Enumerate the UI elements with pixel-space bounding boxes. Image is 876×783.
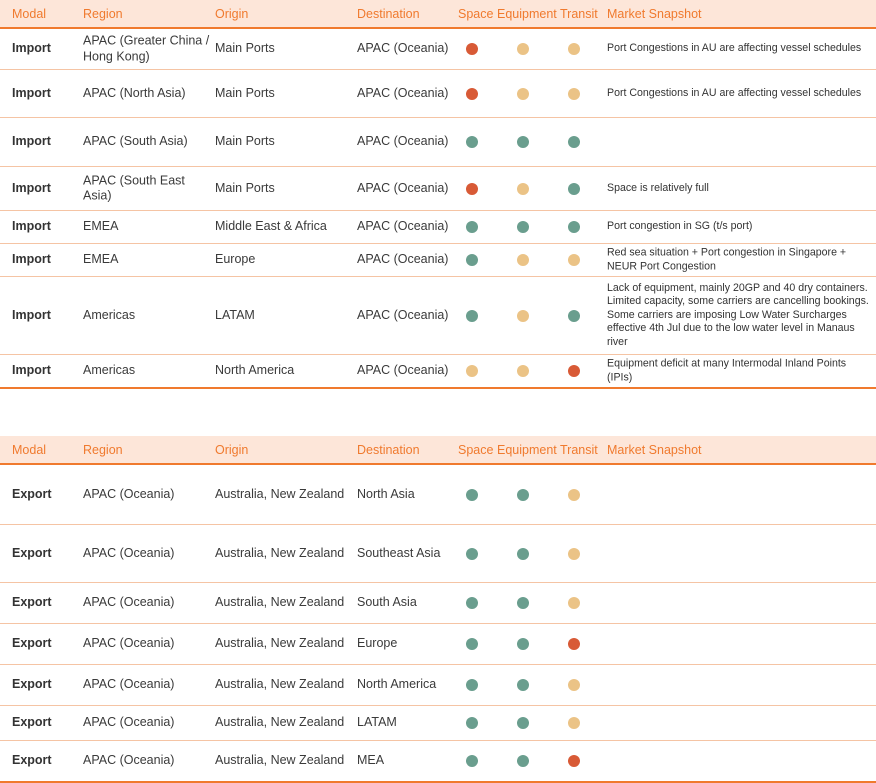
- header-transit: Transit: [560, 7, 598, 21]
- equipment-status-dot: [517, 679, 529, 691]
- region-cell: APAC (South Asia): [83, 134, 188, 149]
- modal-cell: Import: [12, 180, 51, 195]
- modal-cell: Export: [12, 636, 52, 651]
- equipment-status-dot: [517, 365, 529, 377]
- origin-cell: Australia, New Zealand: [215, 715, 345, 730]
- destination-cell: North America: [357, 677, 437, 692]
- origin-cell: North America: [215, 363, 295, 378]
- region-cell: APAC (Greater China / Hong Kong): [83, 33, 210, 63]
- region-cell: APAC (Oceania): [83, 636, 175, 651]
- transit-status-dot: [568, 755, 580, 767]
- origin-cell: Middle East & Africa: [215, 219, 327, 234]
- header-modal: Modal: [12, 7, 47, 21]
- header-space: Space: [458, 7, 494, 21]
- region-cell: APAC (Oceania): [83, 486, 175, 501]
- equipment-status-dot: [517, 548, 529, 560]
- space-status-dot: [466, 755, 478, 767]
- header-origin: Origin: [215, 443, 249, 457]
- space-status-dot: [466, 638, 478, 650]
- region-cell: APAC (South East Asia): [83, 172, 185, 203]
- transit-status-dot: [568, 43, 580, 55]
- modal-cell: Import: [12, 219, 51, 234]
- destination-cell: MEA: [357, 753, 385, 768]
- table-row: [0, 167, 876, 211]
- destination-cell: Southeast Asia: [357, 545, 441, 560]
- equipment-status-dot: [517, 183, 529, 195]
- space-status-dot: [466, 254, 478, 266]
- origin-cell: Main Ports: [215, 41, 275, 56]
- space-status-dot: [466, 489, 478, 501]
- space-status-dot: [466, 597, 478, 609]
- transit-status-dot: [568, 254, 580, 266]
- table-row: [0, 244, 876, 277]
- export-table-header: [0, 436, 876, 465]
- transit-status-dot: [568, 638, 580, 650]
- transit-status-dot: [568, 365, 580, 377]
- region-cell: APAC (North Asia): [83, 85, 186, 100]
- table-row: [0, 211, 876, 244]
- header-snapshot: Market Snapshot: [607, 443, 702, 457]
- modal-cell: Import: [12, 134, 51, 149]
- space-status-dot: [466, 221, 478, 233]
- transit-status-dot: [568, 88, 580, 100]
- equipment-status-dot: [517, 221, 529, 233]
- origin-cell: Australia, New Zealand: [215, 753, 345, 768]
- space-status-dot: [466, 679, 478, 691]
- market-snapshot-cell: Port Congestions in AU are affecting vessel schedules: [607, 42, 862, 55]
- equipment-status-dot: [517, 254, 529, 266]
- table-row: [0, 355, 876, 389]
- equipment-status-dot: [517, 310, 529, 322]
- region-cell: EMEA: [83, 252, 119, 267]
- region-cell: Americas: [83, 363, 136, 378]
- origin-cell: Australia, New Zealand: [215, 677, 345, 692]
- destination-cell: APAC (Oceania): [357, 252, 449, 267]
- space-status-dot: [466, 365, 478, 377]
- origin-cell: Australia, New Zealand: [215, 636, 345, 651]
- equipment-status-dot: [517, 43, 529, 55]
- market-snapshot-cell: Port congestion in SG (t/s port): [607, 220, 753, 233]
- space-status-dot: [466, 183, 478, 195]
- origin-cell: Australia, New Zealand: [215, 545, 345, 560]
- table-row: [0, 706, 876, 741]
- market-snapshot-cell: Equipment deficit at many Intermodal Inland Points (IPIs): [607, 357, 847, 383]
- region-cell: APAC (Oceania): [83, 595, 175, 610]
- region-cell: APAC (Oceania): [83, 677, 175, 692]
- transit-status-dot: [568, 136, 580, 148]
- equipment-status-dot: [517, 489, 529, 501]
- modal-cell: Import: [12, 252, 51, 267]
- table-row: [0, 277, 876, 355]
- modal-cell: Import: [12, 363, 51, 378]
- market-snapshot-cell: Space is relatively full: [607, 181, 709, 194]
- origin-cell: Australia, New Zealand: [215, 595, 345, 610]
- destination-cell: APAC (Oceania): [357, 307, 449, 322]
- origin-cell: Main Ports: [215, 134, 275, 149]
- modal-cell: Import: [12, 307, 51, 322]
- destination-cell: Europe: [357, 636, 398, 651]
- destination-cell: APAC (Oceania): [357, 85, 449, 100]
- destination-cell: APAC (Oceania): [357, 134, 449, 149]
- origin-cell: Europe: [215, 252, 256, 267]
- transit-status-dot: [568, 679, 580, 691]
- header-region: Region: [83, 443, 123, 457]
- region-cell: EMEA: [83, 219, 119, 234]
- header-region: Region: [83, 7, 123, 21]
- import-table-header: [0, 0, 876, 29]
- table-row: [0, 583, 876, 624]
- table-row: [0, 29, 876, 70]
- market-snapshot-cell: Red sea situation + Port congestion in Singapore + NEUR Port Congestion: [607, 246, 847, 272]
- equipment-status-dot: [517, 597, 529, 609]
- origin-cell: Main Ports: [215, 85, 275, 100]
- market-snapshot-cell: Port Congestions in AU are affecting vessel schedules: [607, 86, 862, 99]
- table-row: [0, 118, 876, 167]
- modal-cell: Export: [12, 677, 52, 692]
- export-table: [0, 436, 876, 783]
- region-cell: Americas: [83, 307, 136, 322]
- header-destination: Destination: [357, 7, 420, 21]
- header-equipment: Equipment: [497, 443, 557, 457]
- destination-cell: APAC (Oceania): [357, 219, 449, 234]
- modal-cell: Export: [12, 753, 52, 768]
- transit-status-dot: [568, 310, 580, 322]
- transit-status-dot: [568, 489, 580, 501]
- equipment-status-dot: [517, 88, 529, 100]
- table-row: [0, 665, 876, 706]
- header-modal: Modal: [12, 443, 47, 457]
- header-transit: Transit: [560, 443, 598, 457]
- region-cell: APAC (Oceania): [83, 715, 175, 730]
- equipment-status-dot: [517, 755, 529, 767]
- modal-cell: Import: [12, 41, 51, 56]
- space-status-dot: [466, 88, 478, 100]
- destination-cell: North Asia: [357, 486, 415, 501]
- space-status-dot: [466, 548, 478, 560]
- destination-cell: LATAM: [357, 715, 397, 730]
- origin-cell: Main Ports: [215, 180, 275, 195]
- destination-cell: APAC (Oceania): [357, 180, 449, 195]
- space-status-dot: [466, 136, 478, 148]
- transit-status-dot: [568, 717, 580, 729]
- header-equipment: Equipment: [497, 7, 557, 21]
- space-status-dot: [466, 717, 478, 729]
- market-snapshot-cell: Lack of equipment, mainly 20GP and 40 dry containers. Limited capacity, some carriers are cancelling bookings. Some carriers are imposing Low Water Surcharges effective 4th Jul due to the low water level in Manaus river: [607, 281, 869, 348]
- modal-cell: Export: [12, 545, 52, 560]
- header-snapshot: Market Snapshot: [607, 7, 702, 21]
- table-row: [0, 525, 876, 583]
- space-status-dot: [466, 43, 478, 55]
- modal-cell: Export: [12, 595, 52, 610]
- origin-cell: LATAM: [215, 307, 255, 322]
- modal-cell: Export: [12, 715, 52, 730]
- equipment-status-dot: [517, 717, 529, 729]
- destination-cell: South Asia: [357, 595, 417, 610]
- transit-status-dot: [568, 183, 580, 195]
- region-cell: APAC (Oceania): [83, 753, 175, 768]
- origin-cell: Australia, New Zealand: [215, 486, 345, 501]
- header-origin: Origin: [215, 7, 249, 21]
- header-space: Space: [458, 443, 494, 457]
- table-row: [0, 624, 876, 665]
- table-row: [0, 741, 876, 783]
- equipment-status-dot: [517, 638, 529, 650]
- import-table: [0, 0, 876, 389]
- modal-cell: Export: [12, 486, 52, 501]
- region-cell: APAC (Oceania): [83, 545, 175, 560]
- transit-status-dot: [568, 548, 580, 560]
- equipment-status-dot: [517, 136, 529, 148]
- transit-status-dot: [568, 221, 580, 233]
- space-status-dot: [466, 310, 478, 322]
- modal-cell: Import: [12, 85, 51, 100]
- table-row: [0, 465, 876, 525]
- destination-cell: APAC (Oceania): [357, 363, 449, 378]
- table-row: [0, 70, 876, 118]
- destination-cell: APAC (Oceania): [357, 41, 449, 56]
- transit-status-dot: [568, 597, 580, 609]
- header-destination: Destination: [357, 443, 420, 457]
